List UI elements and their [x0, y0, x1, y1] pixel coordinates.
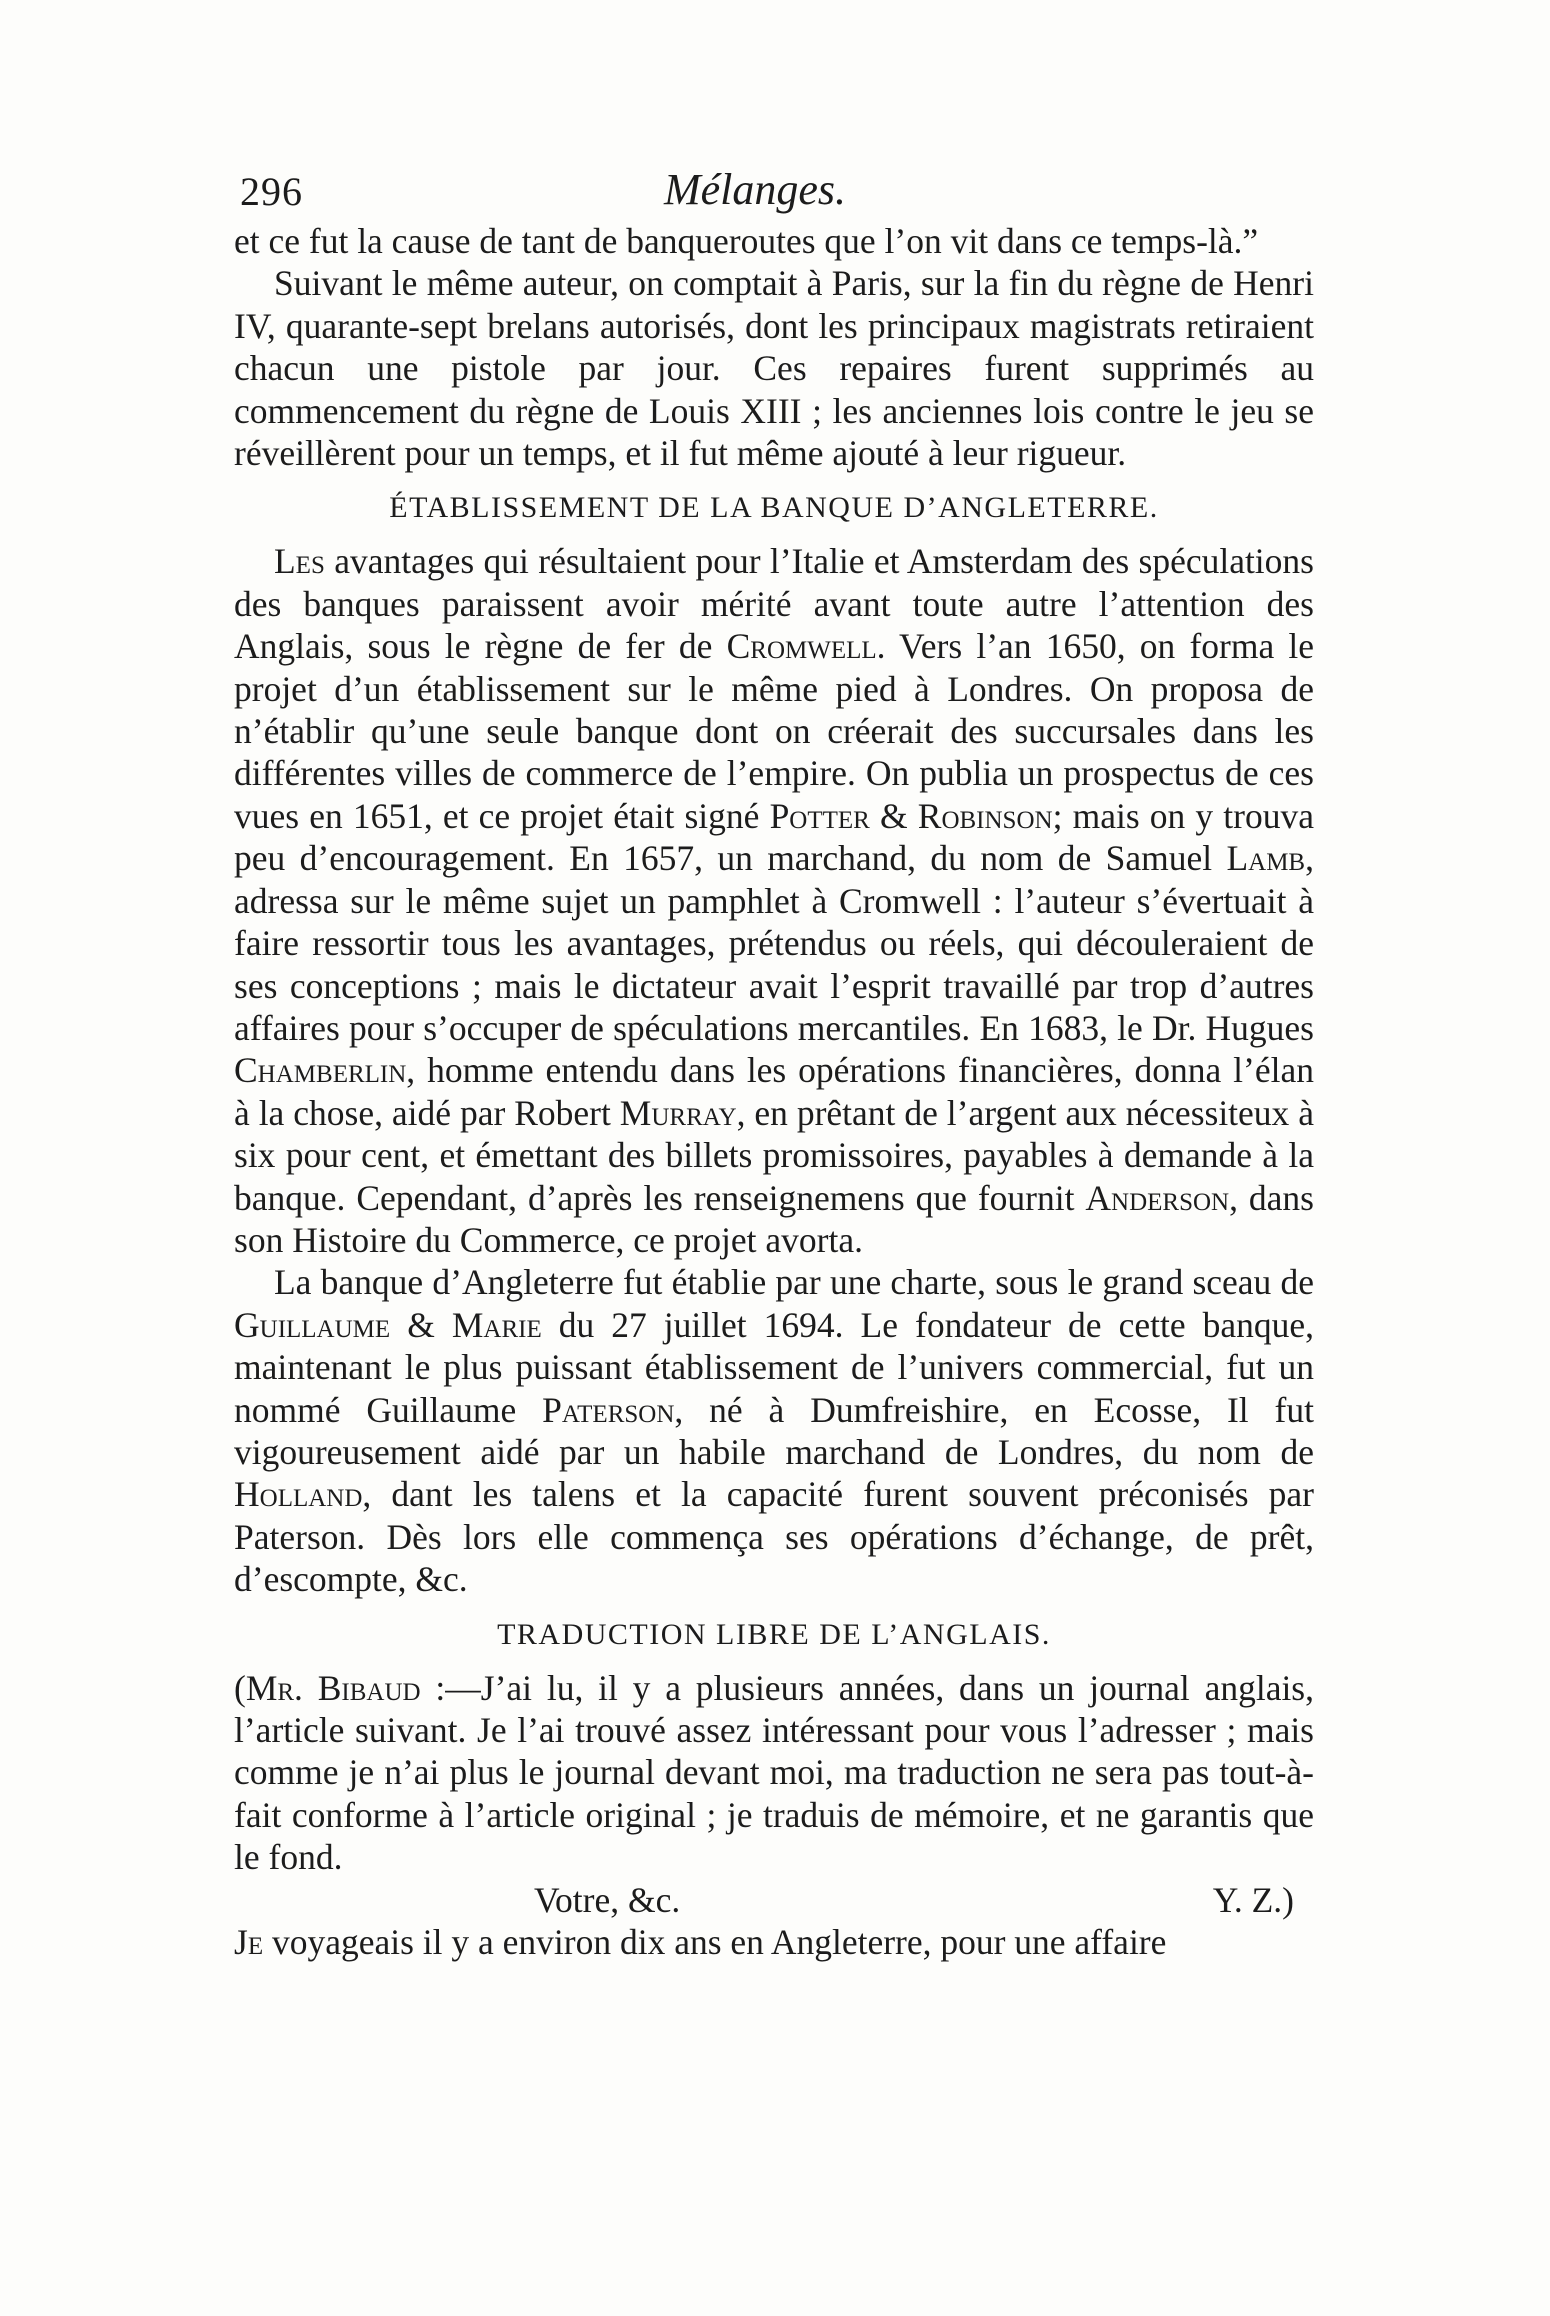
name-cromwell: Cromwell	[726, 626, 877, 667]
name-chamberlin: Chamberlin	[234, 1050, 407, 1091]
name-guillaume: Guillaume	[234, 1304, 391, 1345]
letter-closing: Votre, &c.	[534, 1879, 681, 1920]
article-opening: Je voyageais il y a environ dix ans en Angleterre, pour une affaire	[234, 1922, 1167, 1963]
letter-signature-line	[234, 1879, 1314, 1921]
name-lamb: Lamb	[1226, 838, 1306, 879]
section-heading-banque: ÉTABLISSEMENT DE LA BANQUE D’ANGLETERRE.	[389, 491, 1159, 525]
drop-lead: Les	[274, 541, 325, 582]
name-potter: Potter	[769, 795, 870, 836]
editor-letter: (Mr. Bibaud :—J’ai lu, il y a plusieurs années, dans un journal anglais, l’article suivant. Je l’ai trouvé assez intéressant pour vous l’adresser ; mais comme je n’ai plus le journal devant moi, ma traduction ne sera pas tout-à-fait conforme à l’article original ; je traduis de mémoire, et ne garantis que le fond.	[234, 1667, 1315, 1878]
name-murray: Murray	[619, 1092, 737, 1133]
name-holland: Holland	[234, 1474, 363, 1515]
continuation-text: et ce fut la cause de tant de banqueroutes que l’on vit dans ce temps-là.”	[234, 221, 1259, 261]
banque-paragraph-2: La banque d’Angleterre fut établie par une charte, sous le grand sceau de Guillaume & Marie du 27 juillet 1694. Le fondateur de cette banque, maintenant le plus puissant établissement de l’univers commercial, fut un nommé Guillaume Paterson, né à Dumfreishire, en Ecosse, Il fut vigoureusement aidé par un habile marchand de Londres, du nom de Holland, dant les talens et la capacité furent souvent préconisés par Paterson. Dès lors elle commença ses opérations d’échange, de prêt, d’escompte, &c.	[234, 1262, 1314, 1600]
letter-signature: Y. Z.)	[1212, 1879, 1294, 1920]
name-marie: Marie	[451, 1304, 542, 1345]
page-body	[234, 220, 1314, 1963]
article-lead: Je	[234, 1922, 264, 1963]
page-header	[234, 150, 1314, 220]
running-title: Mélanges.	[664, 165, 847, 214]
letter-addressee: (Mr. Bibaud	[234, 1667, 421, 1708]
page-number: 296	[240, 169, 303, 214]
banque-paragraph-1: Les avantages qui résultaient pour l’Italie et Amsterdam des spéculations des banques paraissent avoir mérité avant toute autre l’attention des Anglais, sous le règne de fer de Cromwell. Vers l’an 1650, on forma le projet d’un établissement sur le même pied à Londres. On proposa de n’établir qu’une seule banque dont on créerait des succursales dans les différentes villes de commerce de l’empire. On publia un prospectus de ces vues en 1651, et ce projet était signé Potter & Robinson; mais on y trouva peu d’encouragement. En 1657, un marchand, du nom de Samuel Lamb, adressa sur le même sujet un pamphlet à Cromwell : l’auteur s’évertuait à faire ressortir tous les avantages, prétendus ou réels, qui découleraient de ses conceptions ; mais le dictateur avait l’esprit travaillé par trop d’autres affaires pour s’occuper de spéculations mercantiles. En 1683, le Dr. Hugues Chamberlin, homme entendu dans les opérations financières, donna l’élan à la chose, aidé par Robert Murray, en prêtant de l’argent aux nécessiteux à six pour cent, et émettant des billets promissoires, payables à demande à la banque. Cependant, d’après les renseignemens que fournit Anderson, dans son Histoire du Commerce, ce projet avorta.	[234, 541, 1315, 1260]
name-paterson: Paterson	[542, 1389, 675, 1430]
name-robinson: Robinson	[917, 795, 1053, 836]
intro-paragraph: Suivant le même auteur, on comptait à Paris, sur la fin du règne de Henri IV, quarante-sept brelans autorisés, dont les principaux magistrats retiraient chacun une pistole par jour. Ces repaires furent supprimés au commencement du règne de Louis XIII ; les anciennes lois contre le jeu se réveillèrent pour un temps, et il fut même ajouté à leur rigueur.	[234, 263, 1314, 474]
name-anderson: Anderson	[1085, 1177, 1230, 1218]
book-page	[234, 150, 1314, 2270]
section-heading-traduction: TRADUCTION LIBRE DE L’ANGLAIS.	[497, 1617, 1051, 1651]
